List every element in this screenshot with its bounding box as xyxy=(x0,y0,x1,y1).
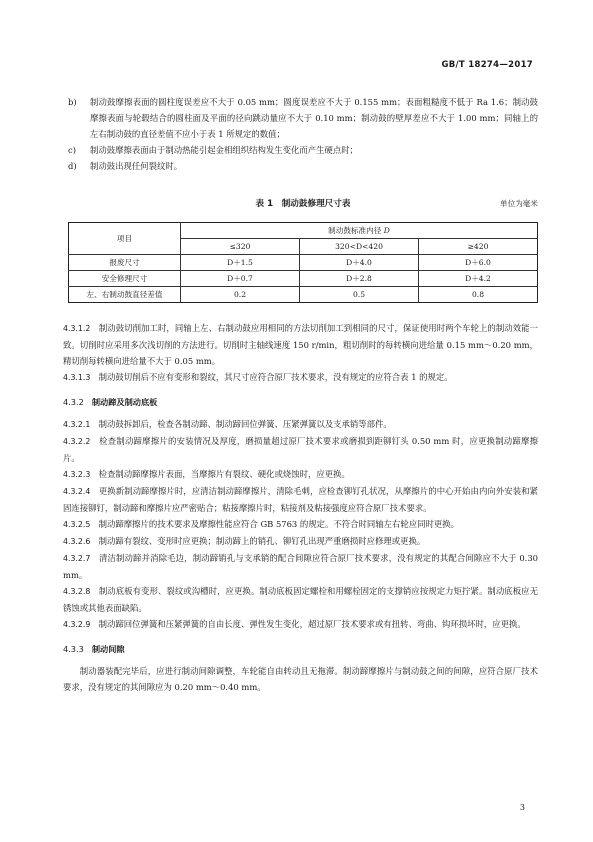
clause-number: 4.3.2.7 xyxy=(63,554,91,563)
table-col-head: ≥420 xyxy=(419,239,538,255)
clause-text: 制动鼓切削后不应有变形和裂纹，其尺寸应符合原厂技术要求，没有规定的应符合表 1 的规定。 xyxy=(98,372,453,382)
section-number: 4.3.2 xyxy=(63,397,84,407)
table-cell: 0.5 xyxy=(300,287,419,303)
clause-number: 4.3.2.1 xyxy=(63,420,91,429)
clause-number: 4.3.1.3 xyxy=(63,373,91,382)
main-text xyxy=(63,320,538,695)
section-number: 4.3.3 xyxy=(63,644,84,654)
section-title: 制动间隙 xyxy=(91,644,125,654)
list-item-label: b) xyxy=(68,97,77,107)
clause-text: 制动蹄回位弹簧和压紧弹簧的自由长度、弹性发生变化，超过原厂技术要求或有扭转、弯曲、钩环损坏时，应更换。 xyxy=(98,619,526,629)
clause-number: 4.3.2.4 xyxy=(63,487,91,496)
table-header-group-label: 制动鼓标准内径 xyxy=(328,226,384,235)
table-col-head: ≤320 xyxy=(181,239,300,255)
list-item xyxy=(68,158,538,174)
table-header-group-var: D xyxy=(383,226,390,235)
clause-number: 4.3.2.8 xyxy=(63,587,91,596)
table-cell: D＋0.7 xyxy=(181,271,300,287)
clause-paragraph xyxy=(63,483,538,516)
clause-paragraph xyxy=(63,516,538,533)
table-row-label: 左、右制动鼓直径差值 xyxy=(69,287,181,303)
clause-text: 更换新制动蹄摩擦片时，应清洁制动蹄摩擦片，清除毛刺，应检查铆钉孔状况，从摩擦片的中心开始由内向外安装和紧固连接铆钉，制动蹄和摩擦片应严密贴合；粘接摩擦片时，粘接剂及粘接强度应符合原厂技术要求。 xyxy=(63,486,539,513)
clause-paragraph xyxy=(63,583,538,616)
table-col-head: 320<D<420 xyxy=(300,239,419,255)
list-item-label: d) xyxy=(68,161,77,171)
table-cell: D＋1.5 xyxy=(181,255,300,271)
table-cell: D＋4.0 xyxy=(300,255,419,271)
table-cell: 0.2 xyxy=(181,287,300,303)
clause-number: 4.3.2.9 xyxy=(63,620,91,629)
section-title: 制动蹄及制动底板 xyxy=(91,397,158,407)
table-cell: D＋4.2 xyxy=(419,271,538,287)
table-header-group xyxy=(181,223,538,239)
clause-paragraph xyxy=(63,466,538,483)
table-row xyxy=(69,287,538,303)
table-cell: 0.8 xyxy=(419,287,538,303)
section-heading xyxy=(63,394,538,410)
list-item-text: 制动鼓摩擦表面的圆柱度误差应不大于 0.05 mm；圆度误差应不大于 0.155 mm；表面粗糙度不低于 Ra 1.6；制动鼓摩擦表面与轮毂结合的圆柱面及平面的径向跳动量应不大于 0.10 mm；制动鼓的壁厚差应不大于 1.00 mm；同轴上的左右制动鼓的直径差值不应小于表 1 所规定的数值； xyxy=(90,97,538,139)
table-row xyxy=(69,271,538,287)
list-item-text: 制动鼓出现任何裂纹时。 xyxy=(90,161,183,171)
table-caption-row xyxy=(68,196,538,212)
clause-text: 制动鼓拆卸后，检查各制动蹄、制动蹄回位弹簧、压紧弹簧以及支承销等部件。 xyxy=(98,419,392,429)
clause-text: 制动蹄摩擦片的技术要求及摩擦性能应符合 GB 5763 的规定。不符合时同轴左右轮应同时更换。 xyxy=(98,519,460,529)
section-heading xyxy=(63,641,538,657)
table-cell: D＋2.8 xyxy=(300,271,419,287)
table-row-label: 报废尺寸 xyxy=(69,255,181,271)
clause-paragraph xyxy=(63,550,538,583)
clause-number: 4.3.1.2 xyxy=(63,324,91,333)
table-cell: D＋6.0 xyxy=(419,255,538,271)
clause-text: 检查制动蹄摩擦片的安装情况及厚度，磨损量超过原厂技术要求或磨损到距铆钉头 0.50 mm 时，应更换制动蹄摩擦片。 xyxy=(63,436,539,463)
table-row-label: 安全修理尺寸 xyxy=(69,271,181,287)
clause-paragraph xyxy=(63,416,538,433)
clause-text: 制动蹄有裂纹、变形时应更换；制动蹄上的销孔、铆钉孔出现严重磨损时应修理或更换。 xyxy=(98,536,426,546)
list-item xyxy=(68,94,538,142)
clause-number: 4.3.2.6 xyxy=(63,537,91,546)
clause-text: 制动底板有变形、裂纹或沟槽时，应更换。制动底板固定螺栓和用螺栓固定的支撑销应按规定力矩拧紧。制动底板应无锈蚀或其他表面缺陷。 xyxy=(63,586,539,613)
defect-list xyxy=(68,94,538,174)
list-item-text: 制动鼓摩擦表面由于制动热能引起金相组织结构发生变化而产生硬点时； xyxy=(90,145,358,155)
clause-paragraph xyxy=(63,533,538,550)
list-item-label: c) xyxy=(68,145,76,155)
table-header-item: 项目 xyxy=(69,223,181,255)
brake-drum-size-table xyxy=(68,222,538,303)
table-caption: 表 1 制动鼓修理尺寸表 xyxy=(255,199,351,209)
clause-number: 4.3.2.3 xyxy=(63,470,91,479)
clause-paragraph xyxy=(63,616,538,633)
table-unit-note: 单位为毫米 xyxy=(500,199,538,208)
clause-paragraph xyxy=(63,433,538,466)
clause-text: 清洁制动蹄并消除毛边，制动蹄销孔与支承销的配合间隙应符合原厂技术要求，没有规定的其配合间隙应不大于 0.30 mm。 xyxy=(63,553,538,580)
clause-paragraph xyxy=(63,320,538,369)
table-row xyxy=(69,255,538,271)
clause-number: 4.3.2.2 xyxy=(63,437,91,446)
clause-number: 4.3.2.5 xyxy=(63,520,91,529)
clause-text: 制动鼓切削加工时，同轴上左、右制动鼓应用相同的方法切削加工到相同的尺寸，保证使用时两个车轮上的制动效能一致。切削时应采用多次浅切削的方法进行。切削时主轴线速度 150 r/min，粗切削时的每转横向进给量 0.15 mm～0.20 mm，精切削每转横向进给量不大于 0.05 mm。 xyxy=(63,323,539,366)
page-number: 3 xyxy=(519,803,525,812)
clause-paragraph xyxy=(63,369,538,386)
standard-code: GB/T 18274—2017 xyxy=(441,60,533,70)
list-item xyxy=(68,142,538,158)
body-paragraph: 制动器装配完毕后，应进行制动间隙调整，车轮能自由转动且无拖滞。制动蹄摩擦片与制动鼓之间的间隙，应符合原厂技术要求，没有规定的其间隙应为 0.20 mm～0.40 mm。 xyxy=(63,666,538,692)
clause-text: 检查制动蹄摩擦片表面，当摩擦片有裂纹、硬化或烧蚀时，应更换。 xyxy=(98,469,350,479)
